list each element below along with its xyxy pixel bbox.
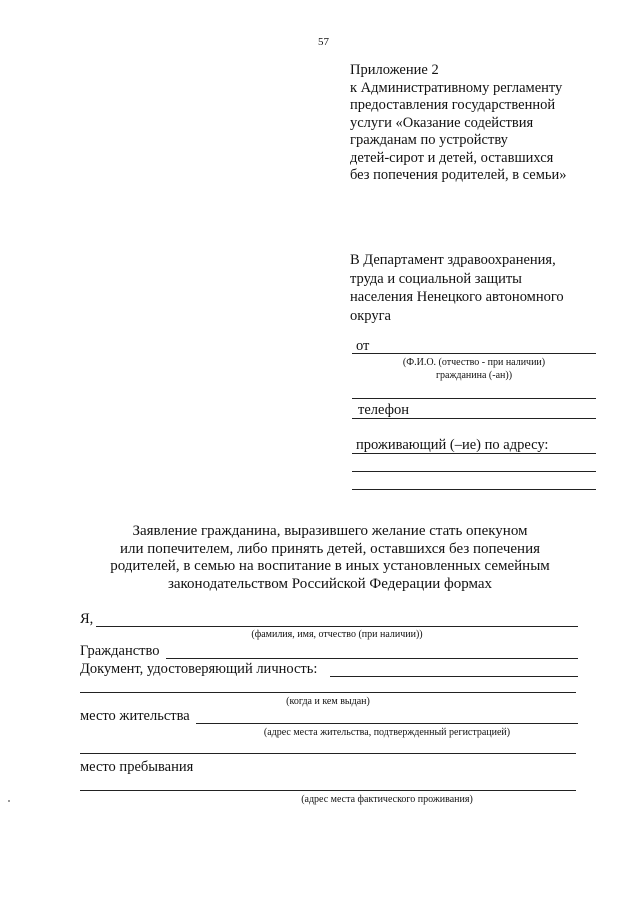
page-number: 57 (318, 36, 329, 48)
address-line-1[interactable] (352, 453, 596, 454)
title-line: законодательством Российской Федерации формах (167, 575, 493, 592)
addressee-block (350, 251, 564, 325)
phone-label: телефон (358, 402, 410, 418)
title-line: Заявление гражданина, выразившего желание стать опекуном (132, 523, 528, 539)
id-doc-line-2[interactable] (80, 692, 576, 693)
appendix-line: детей-сирот и детей, оставшихся (350, 149, 554, 166)
appendix-line: предоставления государственной (350, 97, 556, 113)
phone-line[interactable] (352, 418, 596, 419)
id-doc-hint: (когда и кем выдан) (286, 696, 370, 707)
residence-label: место жительства (80, 708, 190, 724)
residence-line[interactable] (196, 723, 578, 724)
fio-hint: (Ф.И.О. (отчество - при наличии) (402, 357, 546, 368)
addressee-line: округа (350, 307, 391, 324)
stay-line[interactable] (80, 790, 576, 791)
id-doc-line[interactable] (330, 676, 578, 677)
scan-speck (8, 800, 10, 802)
appendix-line: к Административному регламенту (350, 79, 563, 96)
address-line-2[interactable] (352, 471, 596, 472)
addressee-line: труда и социальной защиты (350, 270, 522, 287)
residence-hint: (адрес места жительства, подтвержденный регистрацией) (263, 727, 511, 738)
appendix-line: услуги «Оказание содействия (350, 114, 534, 131)
stay-label: место пребывания (80, 759, 194, 775)
i-fio-line[interactable] (96, 626, 578, 627)
id-doc-label: Документ, удостоверяющий личность: (80, 661, 318, 677)
citizenship-label: Гражданство (80, 643, 160, 659)
appendix-header (350, 62, 567, 185)
from-label: от (356, 338, 370, 354)
i-fio-hint: (фамилия, имя, отчество (при наличии)) (251, 629, 423, 640)
title-line: родителей, в семью на воспитание в иных установленных семейным (110, 558, 550, 574)
i-label: Я, (80, 611, 94, 627)
fio-extra-line[interactable] (352, 398, 596, 399)
appendix-line: гражданам по устройству (350, 132, 508, 148)
appendix-line: Приложение 2 (350, 62, 439, 78)
from-fio-line[interactable] (352, 353, 596, 354)
citizenship-line[interactable] (166, 658, 578, 659)
residence-line-2[interactable] (80, 753, 576, 754)
address-label: проживающий (–ие) по адресу: (356, 437, 549, 453)
appendix-line: без попечения родителей, в семьи» (350, 167, 567, 183)
document-title (80, 523, 580, 593)
address-line-3[interactable] (352, 489, 596, 490)
fio-hint-citizen: гражданина (-ан)) (435, 370, 513, 381)
addressee-line: населения Ненецкого автономного (350, 289, 564, 305)
title-line: или попечителем, либо принять детей, оставшихся без попечения (119, 540, 540, 557)
stay-hint: (адрес места фактического проживания) (301, 794, 473, 805)
addressee-line: В Департамент здравоохранения, (350, 252, 556, 268)
